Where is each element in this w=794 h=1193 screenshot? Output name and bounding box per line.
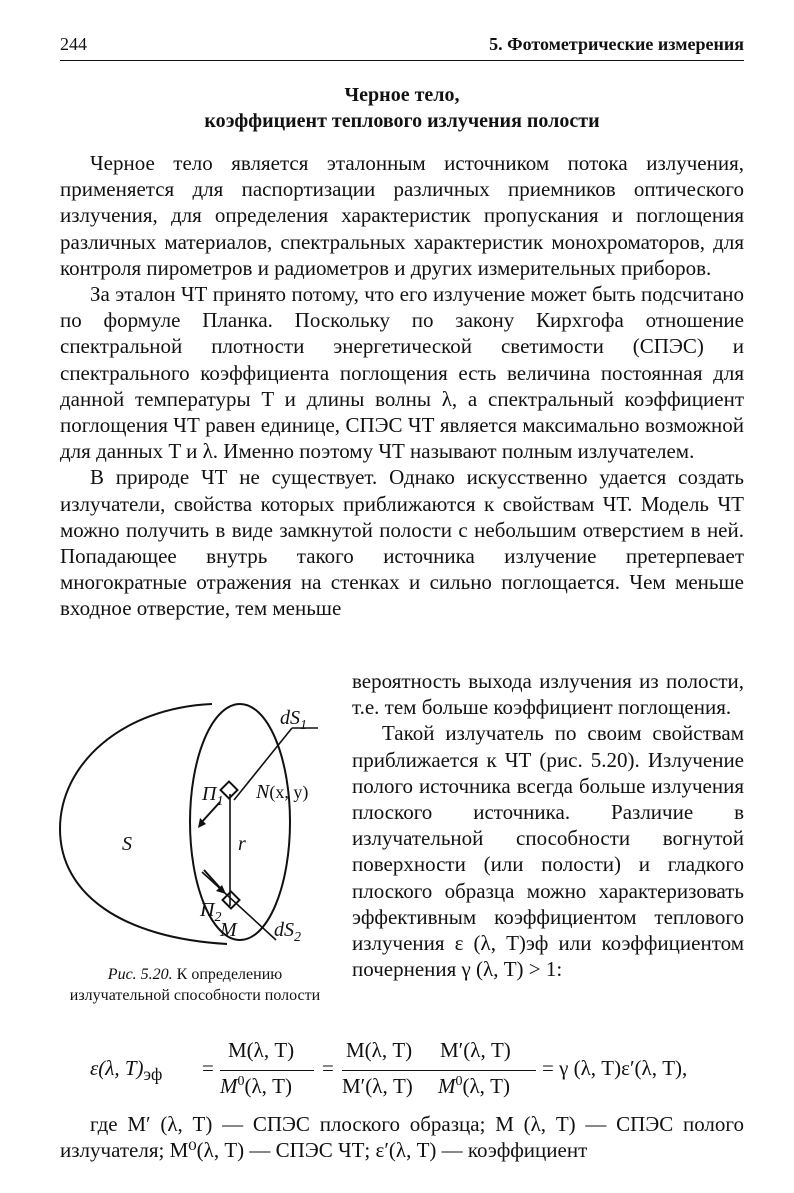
label-dS2: $dS_2$ <box>274 919 301 945</box>
right-column-text <box>352 668 744 982</box>
label-r: r <box>238 833 246 855</box>
figure-caption <box>60 964 330 1006</box>
label-P1: $П_1$ <box>202 783 224 809</box>
cavity-diagram <box>52 694 332 954</box>
formula-frac2-bar <box>342 1070 438 1071</box>
formula-lhs: ε(λ, $T)_{эф}$ <box>90 1056 163 1085</box>
page-header <box>60 34 744 60</box>
subsection-title <box>60 82 744 134</box>
title-line-2: коэффициент теплового излучения полости <box>204 110 600 132</box>
arrow-2 <box>204 870 222 890</box>
main-text <box>60 150 744 622</box>
label-M: M <box>220 919 237 941</box>
paragraph-3-continuation: вероятность выхода излучения из полости, т.е. тем больше коэффициент поглощения. <box>352 669 744 720</box>
label-dS1: $dS_1$ <box>280 707 307 733</box>
formula-frac3-num: M′(λ, T) <box>440 1038 511 1062</box>
label-P2: $П_2$ <box>200 899 222 925</box>
paragraph-5: где M′ (λ, T) — СПЭС плоского образца; M (λ, T) — СПЭС полого излучателя; M⁰(λ, T) — СПЭС ЧТ; ε′(λ, T) — коэффициент <box>60 1112 744 1163</box>
formula-effective-emissivity <box>60 1036 744 1102</box>
formula-rhs: = γ (λ, T)ε′(λ, T), <box>542 1056 688 1080</box>
paragraph-2: За эталон ЧТ принято потому, что его излучение может быть подсчитано по формуле Планка. Поскольку по закону Кирхгофа отношение спектральной плотности энергетической светимости (СПЭС) и спектрального коэффициента поглощения есть величина постоянная для данной температуры T и длины волны λ, а спектральный коэффициент поглощения ЧТ равен единице, СПЭС ЧТ является максимально возможной для данных T и λ. Именно поэтому ЧТ называют полным излучателем. <box>60 282 744 464</box>
paragraph-3: В природе ЧТ не существует. Однако искусственно удается создать излучатели, свойства которых приближаются к свойствам ЧТ. Модель ЧТ можно получить в виде замкнутой полости с небольшим отверстием в ней. Попадающее внутрь такого источника излучение претерпевает многократные отражения на стенках и сильно поглощается. Чем меньше входное отверстие, тем меньше <box>60 465 744 621</box>
section-title: 5. Фотометрические измерения <box>489 34 744 54</box>
formula-eq1: = <box>202 1056 214 1080</box>
page-number: 244 <box>60 34 87 54</box>
title-line-1: Черное тело, <box>344 84 460 106</box>
formula-frac1-den: $M^0(\lambda$, T) <box>220 1074 292 1098</box>
formula-frac1-bar <box>220 1070 314 1071</box>
formula-frac2-den: M′(λ, T) <box>342 1074 413 1098</box>
label-S: S <box>122 833 132 855</box>
formula-frac2-num: M(λ, T) <box>346 1038 413 1062</box>
paragraph-1: Черное тело является эталонным источником потока излучения, применяется для паспортизации различных приемников оптического излучения, для определения характеристик пропускания и поглощения различных материалов, спектральных характеристик монохроматоров, для контроля пирометров и радиометров и других измерительных приборов. <box>60 151 744 280</box>
caption-label: Рис. 5.20. <box>107 966 173 983</box>
figure-cavity <box>52 694 332 954</box>
formula-frac3-den: $M^0(\lambda$, T) <box>438 1074 510 1098</box>
paragraph-4: Такой излучатель по своим свойствам приближается к ЧТ (рис. 5.20). Излучение полого источника всегда больше излучения плоского источника. Различие в излучательной способности вогнутой поверхности (или полости) и гладкого плоского образца можно характеризовать эффективным коэффициентом теплового излучения ε (λ, T)эф или коэффициентом почернения γ (λ, T) > 1: <box>352 721 744 982</box>
caption-text: К определению излучательной способности полости <box>69 966 321 1004</box>
header-rule <box>60 60 744 61</box>
formula-eq2: = <box>322 1056 334 1080</box>
label-N: N(x, y) <box>256 781 309 803</box>
formula-frac1-num: M(λ, T) <box>228 1038 295 1062</box>
tail-text <box>60 1111 744 1163</box>
formula-frac3-bar <box>438 1070 536 1071</box>
